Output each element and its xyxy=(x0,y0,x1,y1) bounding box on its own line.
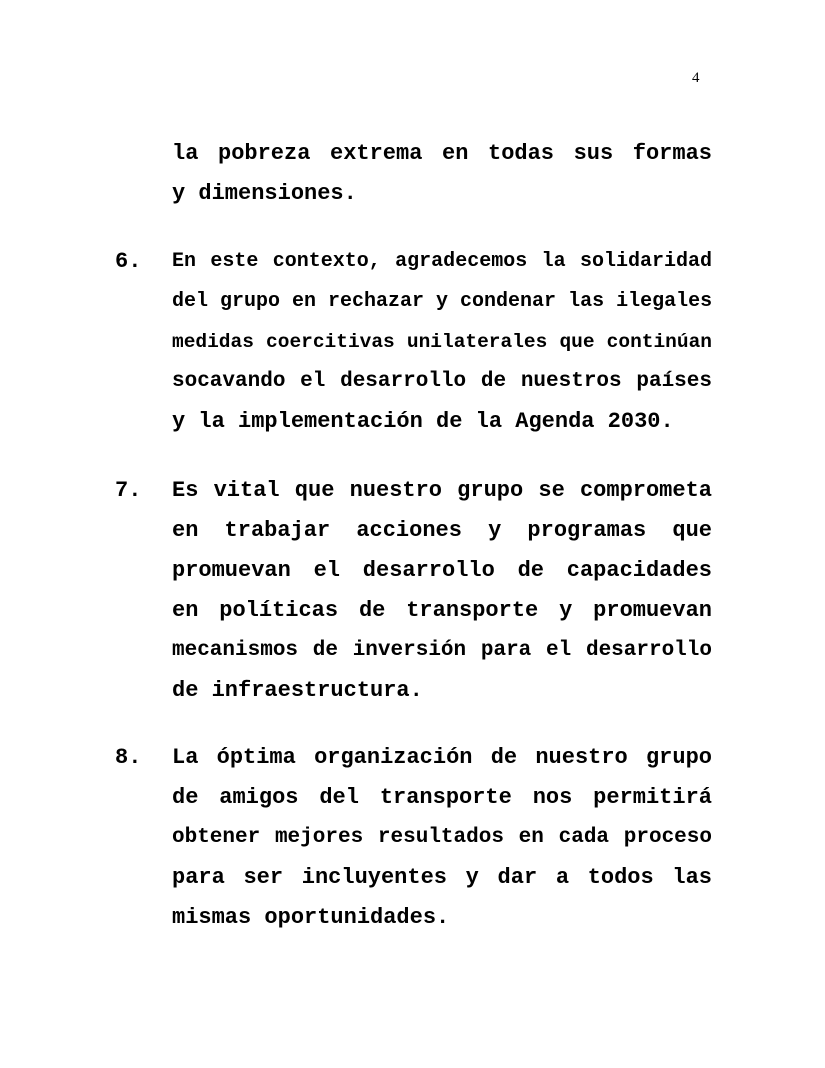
paragraph-line: mecanismos de inversión para el desarrollo xyxy=(172,639,712,662)
paragraph-line: Es vital que nuestro grupo se comprometa xyxy=(172,478,712,503)
paragraph-line: la pobreza extrema en todas sus formas xyxy=(172,141,712,166)
paragraph-number: 6. xyxy=(115,249,142,274)
paragraph-line: mismas oportunidades. xyxy=(172,905,450,930)
paragraph-line: en trabajar acciones y programas que xyxy=(172,518,712,543)
paragraph-line: en políticas de transporte y promuevan xyxy=(172,598,712,623)
paragraph-line: y la implementación de la Agenda 2030. xyxy=(172,409,674,434)
paragraph-line: y dimensiones. xyxy=(172,181,357,206)
paragraph-line: de amigos del transporte nos permitirá xyxy=(172,785,712,810)
paragraph-line: En este contexto, agradecemos la solidaridad xyxy=(172,250,712,273)
paragraph-8 xyxy=(0,738,825,938)
paragraph-line: promuevan el desarrollo de capacidades xyxy=(172,558,712,583)
paragraph-line: La óptima organización de nuestro grupo xyxy=(172,745,712,770)
paragraph-line: de infraestructura. xyxy=(172,678,423,703)
intro-paragraph xyxy=(0,134,825,214)
paragraph-line: medidas coercitivas unilaterales que continúan xyxy=(172,331,712,353)
paragraph-line: socavando el desarrollo de nuestros países xyxy=(172,370,712,393)
paragraph-number: 7. xyxy=(115,478,142,503)
page-number: 4 xyxy=(692,70,700,86)
paragraph-line: para ser incluyentes y dar a todos las xyxy=(172,865,712,890)
paragraph-6 xyxy=(0,242,825,442)
paragraph-line: obtener mejores resultados en cada proceso xyxy=(172,826,712,849)
paragraph-7 xyxy=(0,471,825,711)
paragraph-line: del grupo en rechazar y condenar las ilegales xyxy=(172,290,713,313)
paragraph-number: 8. xyxy=(115,745,142,770)
